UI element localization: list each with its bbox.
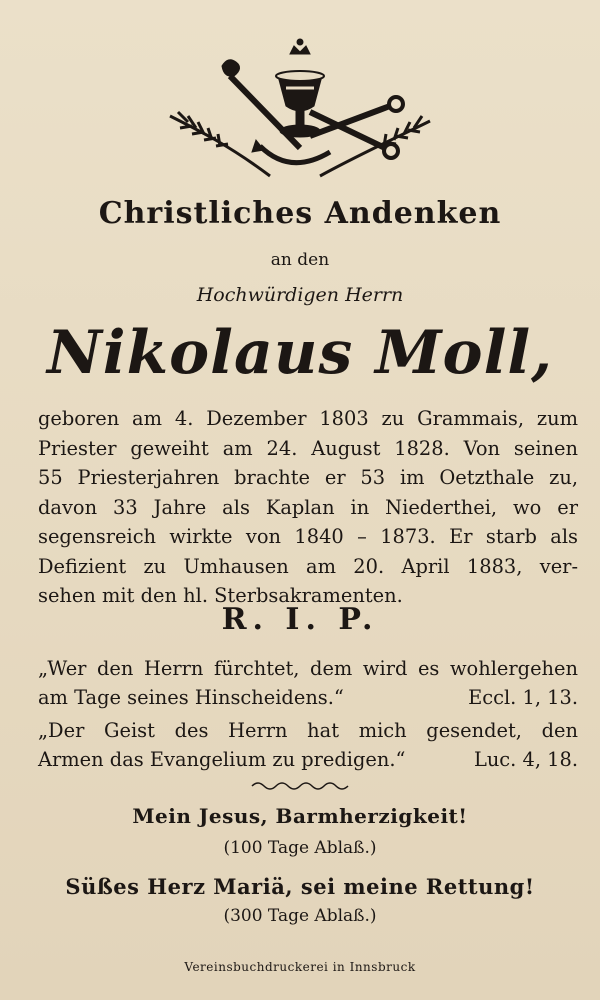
biography: [38, 404, 578, 611]
crossed-keys-icon: [310, 97, 403, 158]
quote-line: Armen das Evangelium zu predigen.“: [38, 748, 406, 771]
indulgence-note: (300 Tage Ablaß.): [223, 906, 377, 926]
bio-line: Defizient zu Umhausen am 20. April 1883, ver-: [38, 554, 578, 578]
bio-line: 55 Priesterjahren brachte er 53 im Oetzthale zu,: [38, 466, 578, 489]
bio-line: davon 33 Jahre als Kaplan in Niederthei, wo er: [38, 495, 578, 519]
an-den-label: an den: [270, 250, 330, 270]
crown-icon: [290, 39, 310, 54]
bio-line: segensreich wirkte von 1840 – 1873. Er starb als: [38, 525, 578, 548]
quote: [38, 654, 578, 712]
quote-reference: Eccl. 1, 13.: [468, 686, 578, 709]
flourish-divider: [250, 780, 350, 792]
anchor-icon: [252, 140, 330, 163]
bio-line: Priester geweiht am 24. August 1828. Von seinen: [38, 436, 578, 460]
quote-reference: Luc. 4, 18.: [473, 748, 578, 771]
prayer-line: Süßes Herz Mariä, sei meine Rettung!: [65, 874, 535, 899]
indulgence-note: (100 Tage Ablaß.): [223, 838, 377, 858]
rip-heading: R. I. P.: [221, 602, 379, 637]
quote-line: am Tage seines Hinscheidens.“: [38, 686, 344, 709]
printer-imprint: Vereinsbuchdruckerei in Innsbruck: [184, 960, 416, 974]
deceased-name: Nikolaus Moll,: [46, 318, 554, 388]
prayer-line: Mein Jesus, Barmherzigkeit!: [132, 804, 468, 828]
bio-line: geboren am 4. Dezember 1803 zu Grammais, zum: [38, 407, 578, 430]
honorific: Hochwürdigen Herrn: [196, 284, 404, 306]
quote: [38, 716, 578, 774]
bio-line: sehen mit den hl. Sterbsakramenten.: [38, 584, 403, 607]
quote-line: „Der Geist des Herrn hat mich gesendet, den: [38, 719, 578, 742]
quote-line: „Wer den Herrn fürchtet, dem wird es wohlergehen: [38, 657, 578, 680]
chalice-emblem: [160, 36, 440, 186]
card-title: Christliches Andenken: [98, 196, 502, 231]
